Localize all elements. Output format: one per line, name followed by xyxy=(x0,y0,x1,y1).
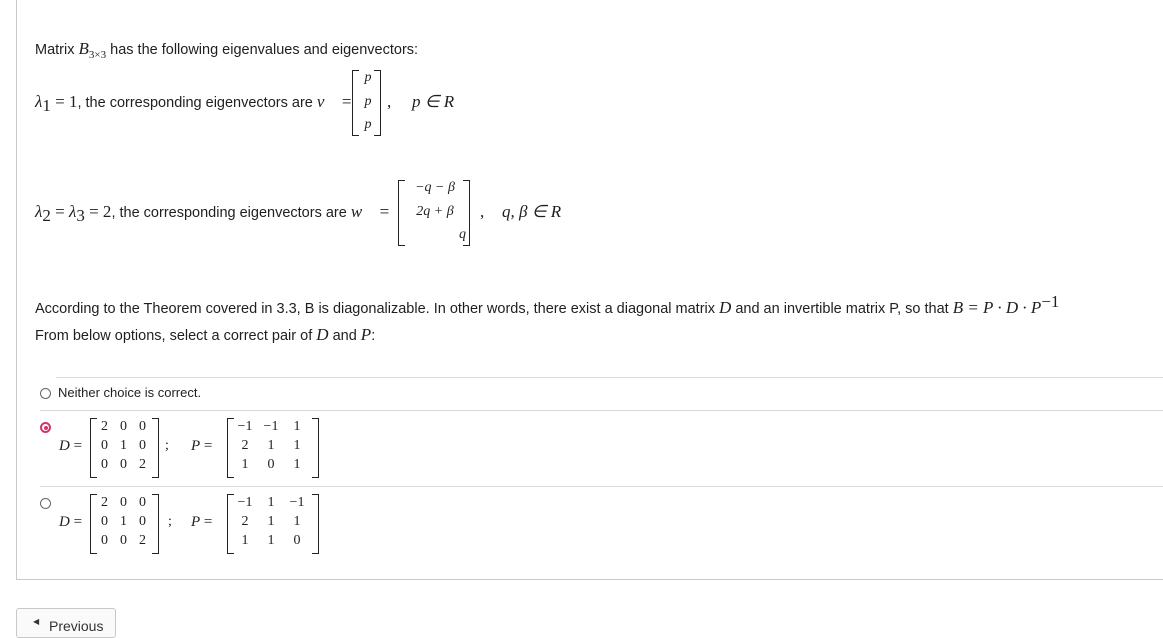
comma: , xyxy=(387,92,392,111)
matrix-cell: 1 xyxy=(293,438,301,453)
matrix-cell: 0 xyxy=(101,457,108,472)
matrix-cell: 1 xyxy=(293,419,301,434)
matrix-cell: 0 xyxy=(120,419,127,434)
question-card xyxy=(16,0,1163,580)
matrix-right-bracket xyxy=(312,494,319,554)
matrix-cell: 2 xyxy=(241,514,249,529)
matrix-cell: 0 xyxy=(267,457,275,472)
eigvec-2-right-bracket xyxy=(463,180,470,246)
matrix-cell: 0 xyxy=(139,495,146,510)
eigvec-1-entry: p xyxy=(364,94,372,109)
eigvec-2-param: q, β ∈ R xyxy=(502,202,562,221)
matrix-cell: 2 xyxy=(101,419,108,434)
eigvec-1-entry: p xyxy=(364,70,372,85)
matrix-cell: 0 xyxy=(139,419,146,434)
matrix-cell: 0 xyxy=(101,438,108,453)
matrix-cell: 2 xyxy=(139,457,146,472)
matrix-cell: 0 xyxy=(139,514,146,529)
triangle-left-icon: ◀ xyxy=(33,617,40,626)
matrix-cell: 1 xyxy=(241,533,249,548)
matrix-right-bracket xyxy=(152,418,159,478)
matrix-right-bracket xyxy=(312,418,319,478)
comma: , xyxy=(480,202,485,221)
eigvec-2-entry: −q − β xyxy=(415,180,455,195)
eigvec-2-entry: q xyxy=(459,227,466,242)
matrix-cell: −1 xyxy=(237,495,253,510)
option-divider xyxy=(40,410,1163,411)
previous-label: Previous xyxy=(49,618,104,634)
matrix-cell: 2 xyxy=(101,495,108,510)
matrix-cell: 1 xyxy=(293,457,301,472)
matrix-cell: −1 xyxy=(289,495,305,510)
previous-button[interactable] xyxy=(16,608,116,638)
matrix-cell: 1 xyxy=(241,457,249,472)
matrix-cell: 1 xyxy=(267,438,275,453)
matrix-cell: 1 xyxy=(120,438,127,453)
eigvec-1-param: p ∈ R xyxy=(412,92,455,111)
matrix-cell: 0 xyxy=(139,438,146,453)
matrix-cell: 0 xyxy=(293,533,301,548)
matrix-cell: 0 xyxy=(101,514,108,529)
matrix-cell: 2 xyxy=(139,533,146,548)
eigvec-1-left-bracket xyxy=(352,70,359,136)
matrix-right-bracket xyxy=(152,494,159,554)
eigvec-2-entry: 2q + β xyxy=(416,204,454,219)
matrix-cell: 0 xyxy=(120,495,127,510)
eigvec-1-entry: p xyxy=(364,117,372,132)
question-intro: Matrix $B_{3\times 3}$ has the following eigenvalues and eigenvectors: xyxy=(35,39,419,61)
matrix-cell: 0 xyxy=(120,457,127,472)
theorem-text: According to the Theorem covered in 3.3, B is diagonalizable. In other words, there exist a diagonal matrix D and an invertible matrix P, so that $B = P \cdot D \cdot P^{-1}$ xyxy=(35,292,1060,317)
matrix-cell: −1 xyxy=(263,419,279,434)
matrix-cell: 1 xyxy=(293,514,301,529)
option-divider xyxy=(40,486,1163,487)
matrix-cell: 1 xyxy=(267,533,275,548)
option-3-radio[interactable] xyxy=(40,498,51,509)
question-prompt: From below options, select a correct pair of D and P: xyxy=(35,325,376,344)
semicolon: ; xyxy=(168,514,172,529)
semicolon: ; xyxy=(165,438,169,453)
option-1-label[interactable]: Neither choice is correct. xyxy=(58,385,202,400)
eigenvalue-1-line: $\lambda_1 = 1$, the corresponding eigenvectors are v⃗ = xyxy=(35,92,352,115)
option-1-radio[interactable] xyxy=(40,388,51,399)
option-2-radio[interactable] xyxy=(40,422,51,433)
eigvec-1-right-bracket xyxy=(374,70,381,136)
matrix-cell: 2 xyxy=(241,438,249,453)
matrix-cell: −1 xyxy=(237,419,253,434)
matrix-cell: 0 xyxy=(101,533,108,548)
matrix-cell: 1 xyxy=(267,495,275,510)
matrix-cell: 1 xyxy=(120,514,127,529)
eigenvalue-2-line: $\lambda_2 = \lambda_3 = 2$, the corresponding eigenvectors are w⃗ = xyxy=(35,202,390,225)
option-divider xyxy=(56,377,1163,378)
matrix-cell: 0 xyxy=(120,533,127,548)
matrix-cell: 1 xyxy=(267,514,275,529)
